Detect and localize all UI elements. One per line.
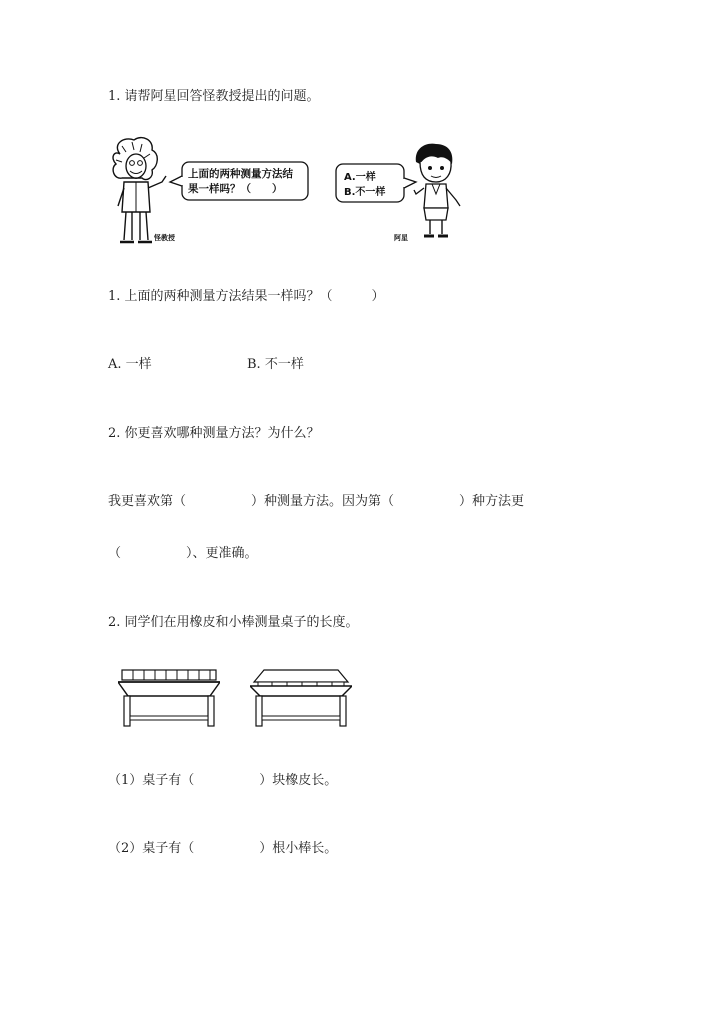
professor-speech-line2: 果一样吗？（ ） xyxy=(188,183,283,195)
option-a[interactable]: A. 一样 xyxy=(108,357,152,372)
professor-name: 怪教授 xyxy=(154,234,175,242)
boy-name: 阿星 xyxy=(394,234,408,242)
option-b[interactable]: B. 不一样 xyxy=(247,357,304,372)
question-2-title: 2. 同学们在用橡皮和小棒测量桌子的长度。 xyxy=(108,615,359,630)
question-2-blank-2[interactable]: （2）桌子有（ ）根小棒长。 xyxy=(108,841,338,856)
professor-speech-line1: 上面的两种测量方法结 xyxy=(188,168,293,180)
question-2-blank-1[interactable]: （1）桌子有（ ）块橡皮长。 xyxy=(108,773,338,788)
boy-option-a: A.一样 xyxy=(344,172,376,183)
professor-illustration xyxy=(108,136,318,250)
question-1-title: 1. 请帮阿星回答怪教授提出的问题。 xyxy=(108,89,320,104)
table-erasers-illustration xyxy=(118,668,220,728)
sub-question-2: 2. 你更喜欢哪种测量方法？为什么？ xyxy=(108,426,320,441)
table-sticks-illustration xyxy=(250,668,352,728)
boy-option-b: B.不一样 xyxy=(344,187,386,198)
sub-question-2-answer-line2[interactable]: （ ）、更准确。 xyxy=(108,546,258,561)
sub-question-2-answer-line1[interactable]: 我更喜欢第（ ）种测量方法。因为第（ ）种方法更 xyxy=(108,494,525,509)
sub-question-1: 1. 上面的两种测量方法结果一样吗？（ ） xyxy=(108,289,385,304)
boy-illustration xyxy=(330,140,470,246)
